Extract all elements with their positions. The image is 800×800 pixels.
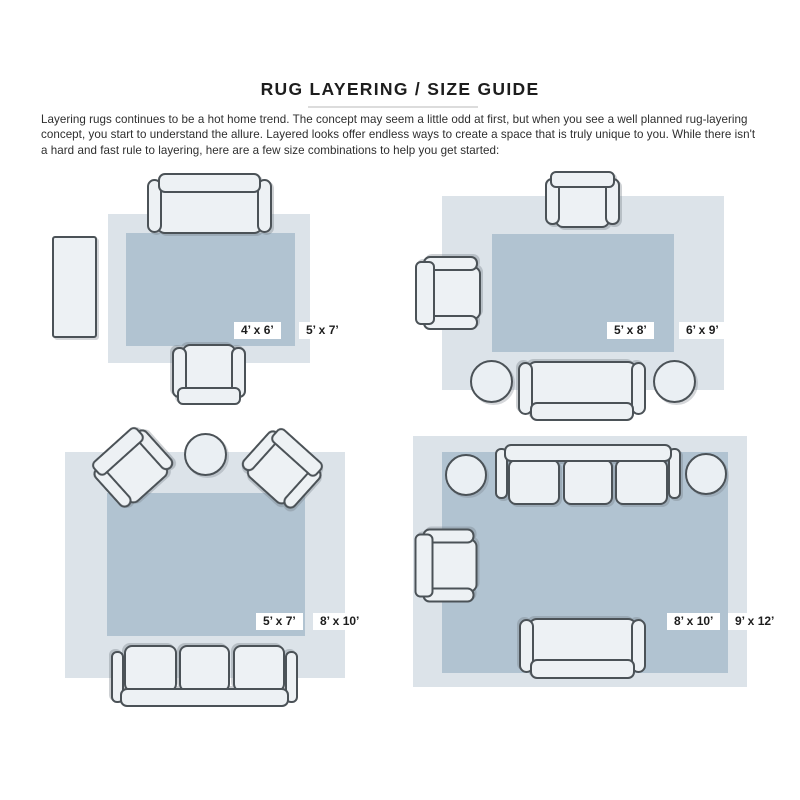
- intro-paragraph: Layering rugs continues to be a hot home trend. The concept may seem a little odd at first, but when you see a well planned rug-layering concept, you start to understand the allure. Layered looks offer endless ways to create a space that is truly unique to you. While there isn't a hard and fast rule to layering, here are a few size combinations to help you get started:: [41, 113, 756, 157]
- base-rug-size-label: 8’ x 10’: [313, 613, 366, 630]
- base-rug-size-label: 9’ x 12’: [728, 613, 781, 630]
- chair-back: [415, 534, 434, 598]
- round-side-table: [685, 453, 727, 495]
- sofa-cushion: [615, 459, 668, 505]
- sofa-cushion: [563, 459, 613, 505]
- sofa-cushion: [508, 459, 560, 505]
- three-seat-sofa: [495, 444, 681, 505]
- round-side-table: [445, 454, 487, 496]
- sofa-back: [504, 444, 671, 462]
- top-rug-size-label: 5’ x 8’: [607, 322, 654, 339]
- page-title: RUG LAYERING / SIZE GUIDE: [260, 79, 540, 99]
- armchair: [415, 529, 478, 603]
- base-rug-size-label: 6’ x 9’: [679, 322, 726, 339]
- loveseat: [519, 618, 646, 679]
- top-rug-size-label: 8’ x 10’: [667, 613, 720, 630]
- sofa-back: [530, 659, 634, 679]
- top-rug-size-label: 4’ x 6’: [234, 322, 281, 339]
- top-rug-size-label: 5’ x 7’: [256, 613, 303, 630]
- chair-seat: [427, 538, 477, 593]
- base-rug-size-label: 5’ x 7’: [299, 322, 346, 339]
